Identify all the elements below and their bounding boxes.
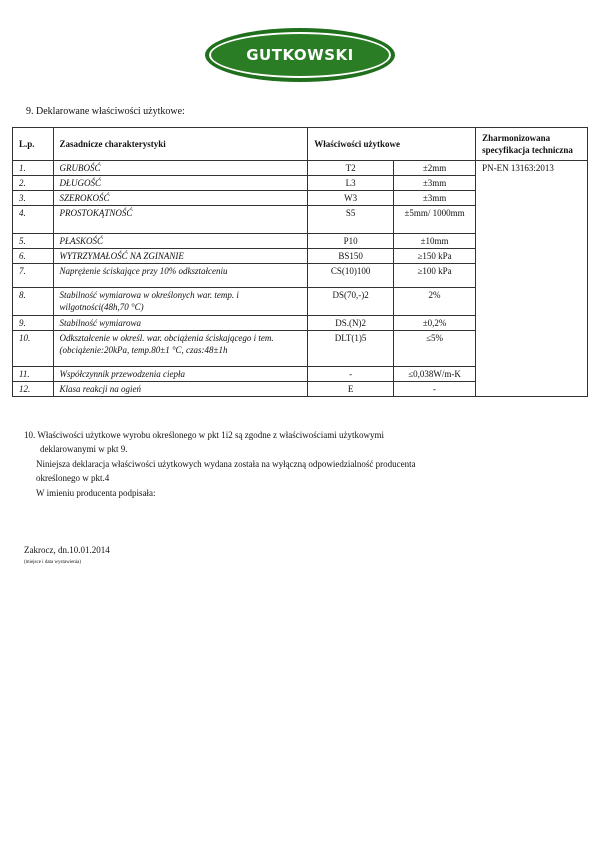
row-value: ≤0,038W/m-K — [393, 367, 475, 382]
signed-by-label: W imieniu producenta podpisała: — [36, 488, 156, 498]
row-characteristic: PROSTOKĄTNOŚĆ — [53, 206, 308, 234]
section-9-heading: 9. Deklarowane właściwości użytkowe: — [26, 106, 185, 117]
row-number: 2. — [13, 176, 54, 191]
row-characteristic: Stabilność wymiarowa w określonych war. temp. i wilgotności(48h,70 °C) — [53, 288, 308, 316]
header-performance: Właściwości użytkowe — [308, 128, 476, 161]
logo-text: GUTKOWSKI — [246, 46, 354, 64]
section-10-line-2: deklarowanymi w pkt 9. — [40, 444, 128, 454]
row-code: CS(10)100 — [308, 264, 394, 288]
row-characteristic: SZEROKOŚĆ — [53, 191, 308, 206]
row-code: DS.(N)2 — [308, 316, 394, 331]
row-value: ±3mm — [393, 176, 475, 191]
row-value: ≤5% — [393, 331, 475, 367]
row-value: - — [393, 382, 475, 397]
row-number: 9. — [13, 316, 54, 331]
row-characteristic: Współczynnik przewodzenia ciepła — [53, 367, 308, 382]
table-row — [13, 161, 588, 176]
row-characteristic: Naprężenie ściskające przy 10% odkształceniu — [53, 264, 308, 288]
row-number: 7. — [13, 264, 54, 288]
row-code: L3 — [308, 176, 394, 191]
row-characteristic: GRUBOŚĆ — [53, 161, 308, 176]
row-code: - — [308, 367, 394, 382]
row-code: T2 — [308, 161, 394, 176]
row-value: ≥100 kPa — [393, 264, 475, 288]
header-specification: Zharmonizowana specyfikacja techniczna — [476, 128, 588, 161]
row-characteristic: Klasa reakcji na ogień — [53, 382, 308, 397]
row-value: ±3mm — [393, 191, 475, 206]
row-number: 8. — [13, 288, 54, 316]
table-header-row — [13, 128, 588, 161]
row-number: 10. — [13, 331, 54, 367]
row-number: 3. — [13, 191, 54, 206]
place-and-date-caption: (miejsce i data wystawienia) — [24, 560, 82, 565]
row-number: 6. — [13, 249, 54, 264]
row-code: S5 — [308, 206, 394, 234]
row-number: 1. — [13, 161, 54, 176]
row-number: 4. — [13, 206, 54, 234]
row-code: W3 — [308, 191, 394, 206]
row-value: 2% — [393, 288, 475, 316]
row-characteristic: WYTRZYMAŁOŚĆ NA ZGINANIE — [53, 249, 308, 264]
row-code: DLT(1)5 — [308, 331, 394, 367]
company-logo — [205, 28, 395, 82]
row-characteristic: Odkształcenie w określ. war. obciążenia ściskającego i tem.(obciążenie:20kPa, temp.80±1 °C, czas:48±1h — [53, 331, 308, 367]
row-value: ±5mm/ 1000mm — [393, 206, 475, 234]
row-characteristic: Stabilność wymiarowa — [53, 316, 308, 331]
place-and-date: Zakrocz, dn.10.01.2014 — [24, 545, 110, 555]
row-code: DS(70,-)2 — [308, 288, 394, 316]
logo-inner-ellipse — [209, 32, 391, 78]
declaration-line-1: Niniejsza deklaracja właściwości użytkowych wydana została na wyłączną odpowiedzialność producenta — [36, 459, 416, 469]
specification-value: PN-EN 13163:2013 — [476, 161, 588, 397]
row-value: ≥150 kPa — [393, 249, 475, 264]
row-code: E — [308, 382, 394, 397]
properties-table — [12, 127, 588, 397]
row-code: BS150 — [308, 249, 394, 264]
row-value: ±10mm — [393, 234, 475, 249]
declaration-line-2: określonego w pkt.4 — [36, 473, 110, 483]
row-code: P10 — [308, 234, 394, 249]
row-value: ±2mm — [393, 161, 475, 176]
row-characteristic: PŁASKOŚĆ — [53, 234, 308, 249]
row-characteristic: DŁUGOŚĆ — [53, 176, 308, 191]
row-number: 12. — [13, 382, 54, 397]
row-value: ±0,2% — [393, 316, 475, 331]
row-number: 5. — [13, 234, 54, 249]
row-number: 11. — [13, 367, 54, 382]
header-lp: L.p. — [13, 128, 54, 161]
section-10-line-1: 10. Właściwości użytkowe wyrobu określonego w pkt 1i2 są zgodne z właściwościami użytkowymi — [24, 430, 385, 440]
header-characteristics: Zasadnicze charakterystyki — [53, 128, 308, 161]
